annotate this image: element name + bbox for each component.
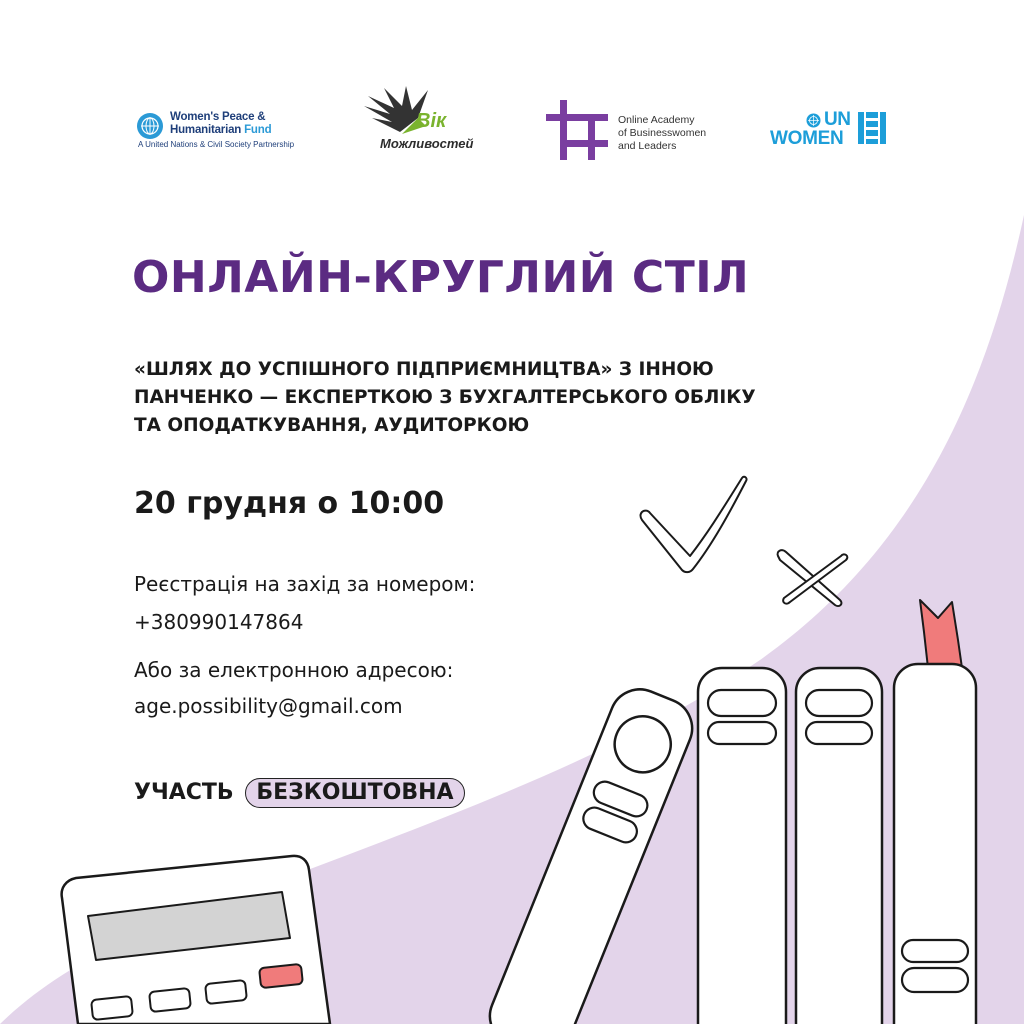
binder-icon xyxy=(796,668,882,1024)
un-text: UN xyxy=(824,109,851,130)
wphf-line2a: Humanitarian xyxy=(170,124,245,136)
academy-line3: and Leaders xyxy=(618,140,677,152)
participation-label: УЧАСТЬ xyxy=(134,780,234,805)
academy-line2: of Businesswomen xyxy=(618,127,707,139)
event-date: 20 грудня о 10:00 xyxy=(134,486,445,521)
binder-icon xyxy=(894,664,976,1024)
vik-word: Вік xyxy=(416,110,447,132)
subtitle-line-1: «ШЛЯХ ДО УСПІШНОГО ПІДПРИЄМНИЦТВА» З ІННОЮ xyxy=(134,359,714,380)
checkmark-icon xyxy=(641,477,747,572)
cross-icon xyxy=(778,550,848,606)
registration-email[interactable]: age.possibility@gmail.com xyxy=(134,694,403,718)
registration-phone[interactable]: +380990147864 xyxy=(134,610,304,634)
vik-subtitle: Можливостей xyxy=(380,136,474,151)
event-title: ОНЛАЙН-КРУГЛИЙ СТІЛ xyxy=(132,252,750,303)
binder-icon-leaning xyxy=(481,680,701,1024)
subtitle-line-2: ПАНЧЕНКО — ЕКСПЕРТКОЮ З БУХГАЛТЕРСЬКОГО ОБЛІКУ xyxy=(134,387,756,408)
free-badge: БЕЗКОШТОВНА xyxy=(245,778,464,808)
women-text: WOMEN xyxy=(770,128,844,149)
wphf-line1: Women's Peace & xyxy=(170,111,266,123)
academy-line1: Online Academy xyxy=(618,114,695,126)
registration-label: Реєстрація на захід за номером: xyxy=(134,572,476,596)
bookmark-icon xyxy=(920,600,962,668)
email-label: Або за електронною адресою: xyxy=(134,658,454,682)
calculator-icon xyxy=(62,856,330,1024)
subtitle-line-3: ТА ОПОДАТКУВАННЯ, АУДИТОРКОЮ xyxy=(134,415,530,436)
binder-icon xyxy=(698,668,786,1024)
wphf-tagline: A United Nations & Civil Society Partnership xyxy=(138,140,295,149)
wphf-line2b: Fund xyxy=(244,124,272,136)
